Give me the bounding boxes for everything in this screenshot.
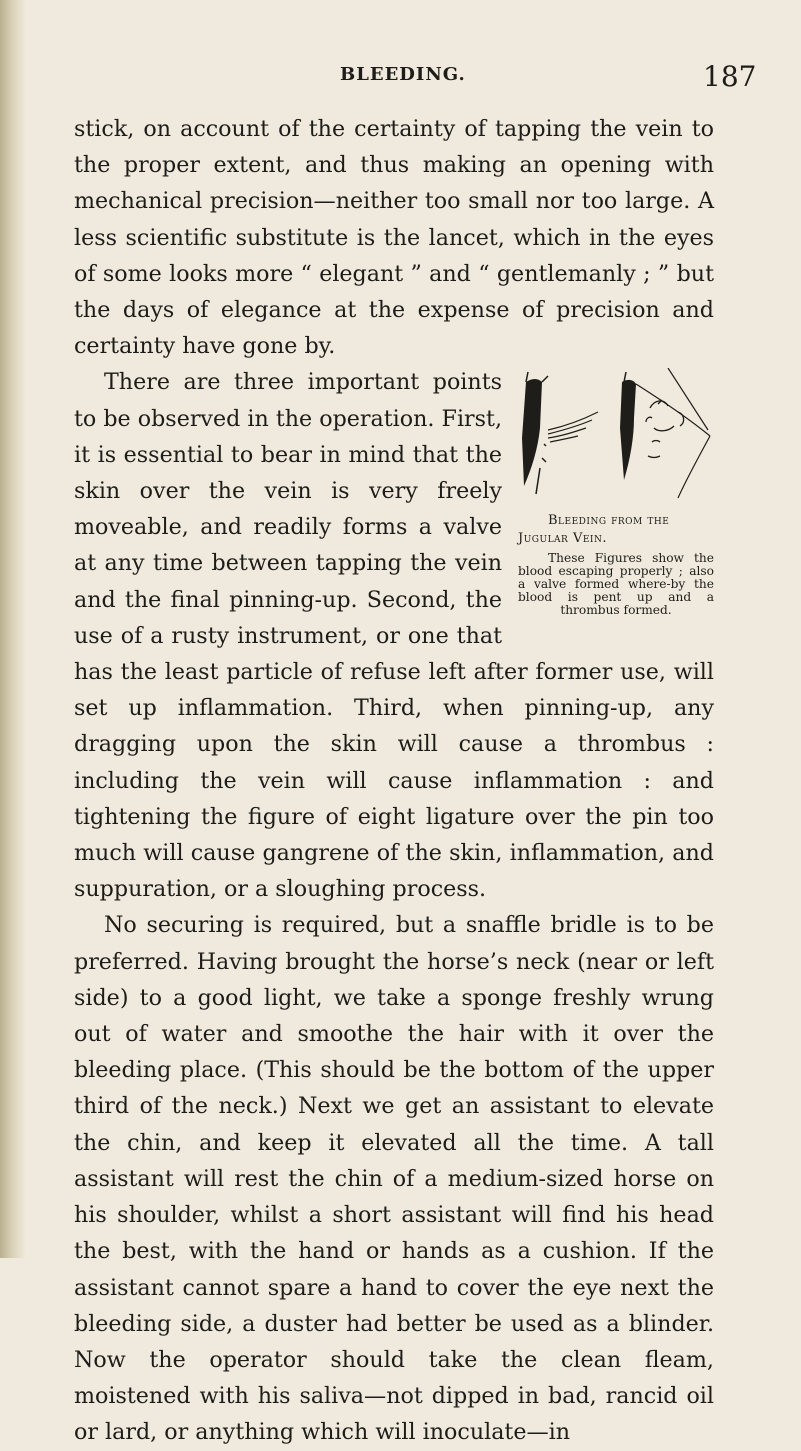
figure-title-line-1: Bleeding from the [548,513,670,529]
paragraph-2-text: There are three important points to be observed in the operation. First, it is essential to bear in mind that the skin over the vein is very freely moveable, and readily forms a valve at any time between tapping the vein and the final pinning-up. Second, the use of a rusty instrument, or one that has the least particle of refuse left after former use, will set up inflammation. Third, when pinning-up, any dragging upon the skin will cause a thrombus : including the vein will cause inflammation : and tightening the figure of eight ligature over the pin too much will cause gangrene of the skin, inflammation, and suppuration, or a sloughing process. [74,369,714,903]
page-header [0,60,801,100]
paragraph-1: stick, on account of the certainty of tapping the vein to the proper extent, and thus making an opening with mechanical precision—neither too small nor too large. A less scientific substitute is the lancet, which in the eyes of some looks more “ elegant ” and “ gentlemanly ; ” but the days of elegance at the expense of precision and certainty have gone by. [74,116,714,360]
jugular-vein-illustration [518,368,714,510]
page-gutter-shadow [0,0,26,1258]
figure-caption: These Figures show the blood escaping properly ; also a valve formed where-by the blood is pent up and a thrombus formed. [518,551,714,618]
running-head: BLEEDING. [340,64,466,85]
page-number: 187 [703,60,757,93]
body-text [74,111,714,1451]
paragraph-3: No securing is required, but a snaffle bridle is to be preferred. Having brought the horse’s neck (near or left side) to a good light, we take a sponge freshly wrung out of water and smoothe the hair with it over the bleeding place. (This should be the bottom of the upper third of the neck.) Next we get an assistant to elevate the chin, and keep it elevated all the time. A tall assistant will rest the chin of a medium-sized horse on his shoulder, whilst a short assistant will find his head the best, with the hand or hands as a cushion. If the assistant cannot spare a hand to cover the eye next the bleeding side, a duster had better be used as a blinder. Now the operator should take the clean fleam, moistened with his saliva—not dipped in bad, rancid oil or lard, or anything which will inoculate—in [74,912,714,1446]
paragraph-2 [74,364,714,907]
figure-title [518,512,714,548]
figure-jugular-bleeding [518,368,714,617]
figure-title-line-2: Jugular Vein. [518,531,607,547]
